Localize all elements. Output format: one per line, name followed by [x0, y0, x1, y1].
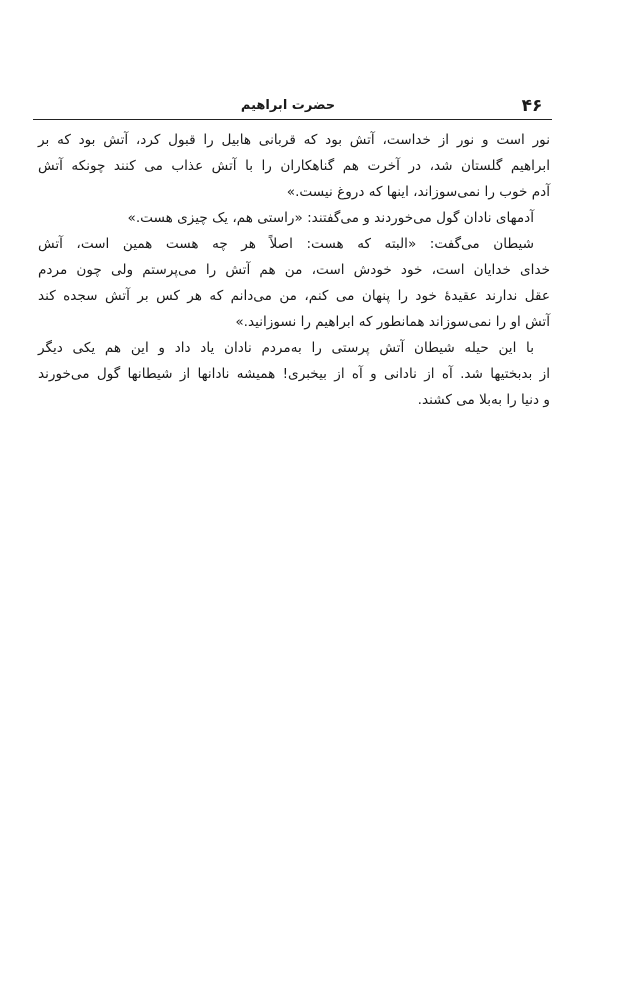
text-line: نور است و نور از خداست، آتش بود که قربانی هابیل را قبول کرد، آتش بود که بر [38, 132, 550, 148]
text-line: با این حیله شیطان آتش پرستی را به‌مردم نادان یاد داد و این هم یکی دیگر [38, 340, 534, 356]
text-line: از بدبختیها شد. آه از نادانی و آه از بیخبری! همیشه نادانها از شیطانها گول می‌خورند [38, 366, 550, 382]
text-line: ابراهیم گلستان شد، در آخرت هم گناهکاران را با آتش عذاب می کنند چونکه آتش [38, 158, 550, 174]
text-line: عقل ندارند عقیدهٔ خود را پنهان می کنم، من می‌دانم که هر کس بر آتش سجده کند [38, 288, 550, 304]
text-line: آتش او را نمی‌سوزاند همانطور که ابراهیم را نسوزانید.» [235, 314, 550, 330]
text-line: شیطان می‌گفت: «البته که هست: اصلاً هر چه هست همین است، آتش [38, 236, 534, 252]
header-rule [33, 119, 552, 120]
text-line: و دنیا را به‌بلا می کشند. [417, 392, 550, 408]
page-number: ۴۶ [521, 96, 543, 116]
text-line: خدای خدایان است، خود خودش است، من هم آتش را می‌پرستم ولی چون مردم [38, 262, 550, 278]
text-line: آدم خوب را نمی‌سوزاند، اینها که دروغ نیست.» [286, 184, 550, 200]
body-text [38, 127, 550, 413]
running-title: حضرت ابراهیم [240, 98, 336, 113]
text-line: آدمهای نادان گول می‌خوردند و می‌گفتند: «راستی هم، یک چیزی هست.» [127, 210, 534, 226]
